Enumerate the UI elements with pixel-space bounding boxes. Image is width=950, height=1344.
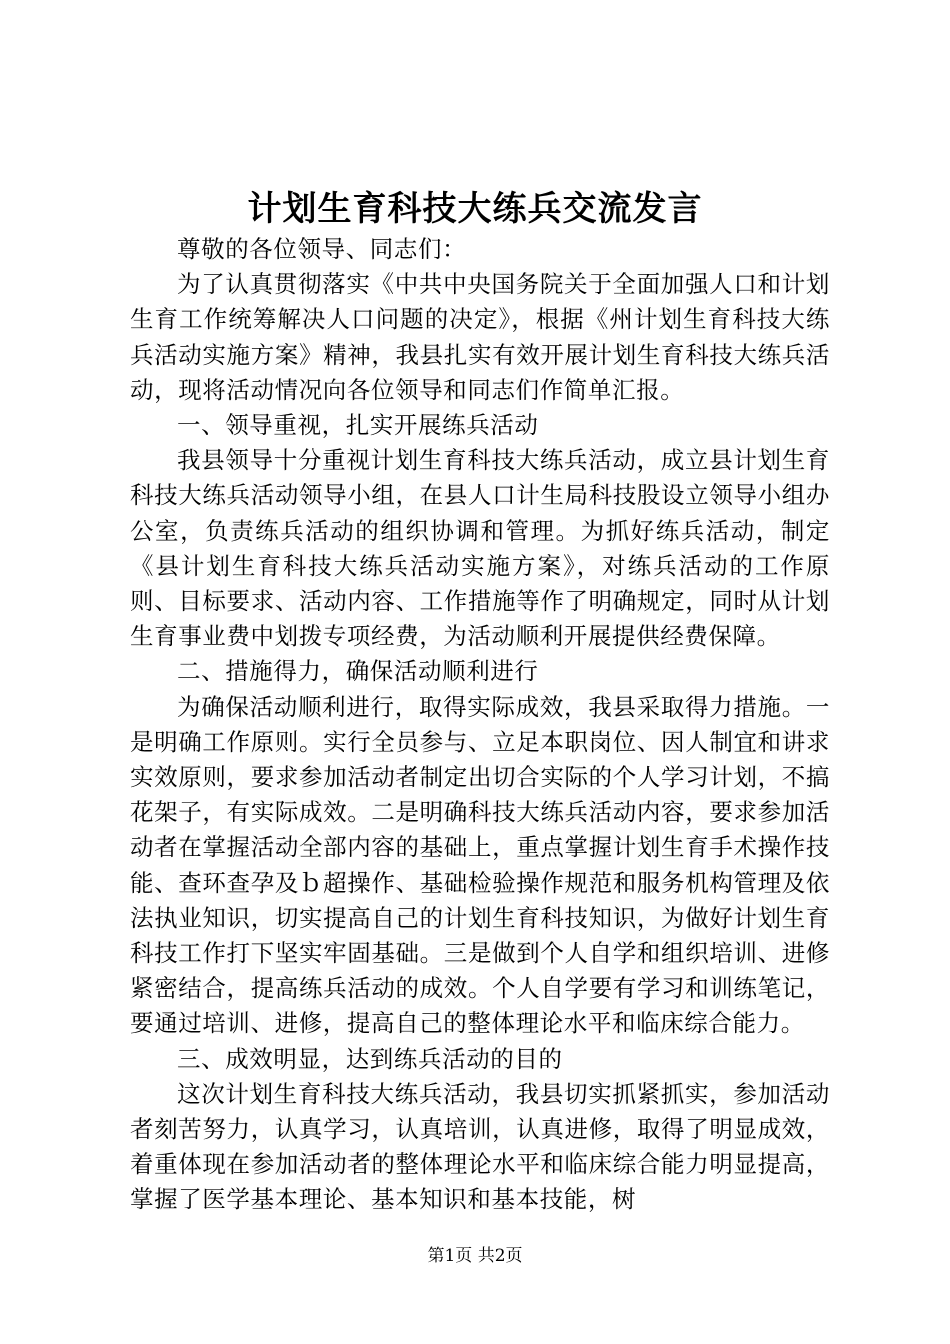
section-paragraph-1: 我县领导十分重视计划生育科技大练兵活动，成立县计划生育科技大练兵活动领导小组，在县人口计生局科技股设立领导小组办公室，负责练兵活动的组织协调和管理。为抓好练兵活动，制定《县计划生育科技大练兵活动实施方案》，对练兵活动的工作原则、目标要求、活动内容、工作措施等作了明确规定，同时从计划生育事业费中划拨专项经费，为活动顺利开展提供经费保障。 xyxy=(130,446,830,651)
page-footer: 第1页 共2页 xyxy=(427,1246,523,1266)
section-heading-2: 二、措施得力，确保活动顺利进行 xyxy=(177,657,539,686)
intro-paragraph: 为了认真贯彻落实《中共中央国务院关于全面加强人口和计划生育工作统筹解决人口问题的决定》，根据《州计划生育科技大练兵活动实施方案》精神，我县扎实有效开展计划生育科技大练兵活动，现将活动情况向各位领导和同志们作简单汇报。 xyxy=(130,270,830,404)
document-title: 计划生育科技大练兵交流发言 xyxy=(247,189,703,229)
document-body xyxy=(130,232,830,1218)
salutation: 尊敬的各位领导、同志们： xyxy=(177,235,467,263)
section-heading-1: 一、领导重视，扎实开展练兵活动 xyxy=(177,411,539,440)
section-paragraph-2: 为确保活动顺利进行，取得实际成效，我县采取得力措施。一是明确工作原则。实行全员参与、立足本职岗位、因人制宜和讲求实效原则，要求参加活动者制定出切合实际的个人学习计划，不搞花架子，有实际成效。二是明确科技大练兵活动内容，要求参加活动者在掌握活动全部内容的基础上，重点掌握计划生育手术操作技能、查环查孕及ｂ超操作、基础检验操作规范和服务机构管理及依法执业知识，切实提高自己的计划生育科技知识，为做好计划生育科技工作打下坚实牢固基础。三是做到个人自学和组织培训、进修紧密结合，提高练兵活动的成效。个人自学要有学习和训练笔记，要通过培训、进修，提高自己的整体理论水平和临床综合能力。 xyxy=(130,692,830,1038)
section-heading-3: 三、成效明显，达到练兵活动的目的 xyxy=(177,1044,563,1073)
section-paragraph-3: 这次计划生育科技大练兵活动，我县切实抓紧抓实，参加活动者刻苦努力，认真学习，认真培训，认真进修，取得了明显成效，着重体现在参加活动者的整体理论水平和临床综合能力明显提高，掌握了医学基本理论、基本知识和基本技能，树 xyxy=(130,1079,830,1214)
